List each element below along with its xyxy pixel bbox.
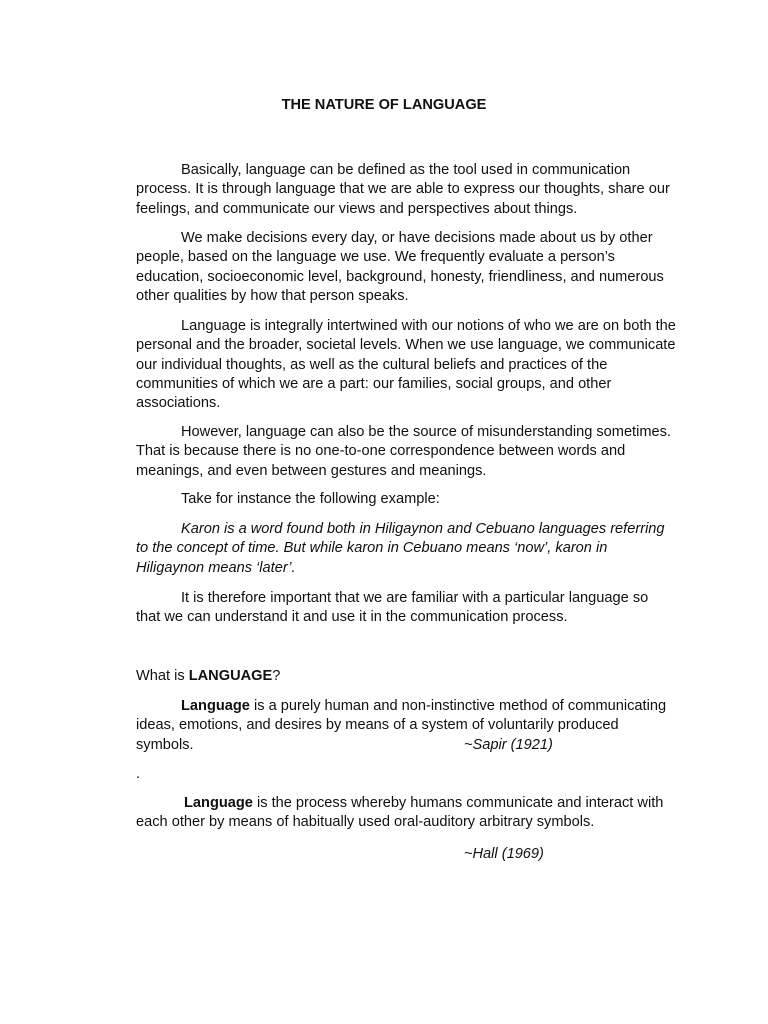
paragraph-example-intro: Take for instance the following example: [181,491,440,507]
paragraph-identity: Language is integrally intertwined with our notions of who we are on both the personal and the broader, societal levels. When we use language, we communicate our individual thoughts, as well as the cultural beliefs and practices of the communities of which we are a part: our families, social groups, and other associations. [136,318,676,412]
citation-hall: ~Hall (1969) [464,846,544,862]
separator-dot: . [136,766,141,782]
definition-text: is a purely human and non-instinctive method of communicating ideas, emotions, and desires by means of a system of voluntarily produced symbols. [136,698,667,753]
question-prefix: What is [136,668,189,684]
definition-term: Language [181,698,250,714]
paragraph-misunderstanding: However, language can also be the source of misunderstanding sometimes. That is because there is no one-to-one correspondence between words and meanings, and even between gestures and meanings. [136,424,671,479]
paragraph-definition: Basically, language can be defined as the tool used in communication process. It is through language that we are able to express our thoughts, share our feelings, and communicate our views and perspectives about things. [136,162,670,217]
question-term: LANGUAGE [188,668,273,684]
definition-term: Language [184,795,253,811]
definition-text: is the process whereby humans communicate and interact with each other by means of habitually used oral-auditory arbitrary symbols. [136,795,664,831]
definition-sapir [136,697,676,755]
question-suffix: ? [272,668,281,684]
definition-hall [136,794,676,833]
document-title: THE NATURE OF LANGUAGE [281,97,487,113]
paragraph-conclusion: It is therefore important that we are familiar with a particular language so that we can understand it and use it in the communication process. [136,590,649,626]
section-question [136,667,280,686]
paragraph-example-karon: Karon is a word found both in Hiligaynon and Cebuano languages referring to the concept of time. But while karon in Cebuano means ‘now’, karon in Hiligaynon means ‘later’. [136,521,665,576]
paragraph-decisions: We make decisions every day, or have decisions made about us by other people, based on the language we use. We frequently evaluate a person’s education, socioeconomic level, background, honesty, friendliness, and numerous other qualities by how that person speaks. [136,230,664,304]
citation-sapir: ~Sapir (1921) [464,737,553,753]
